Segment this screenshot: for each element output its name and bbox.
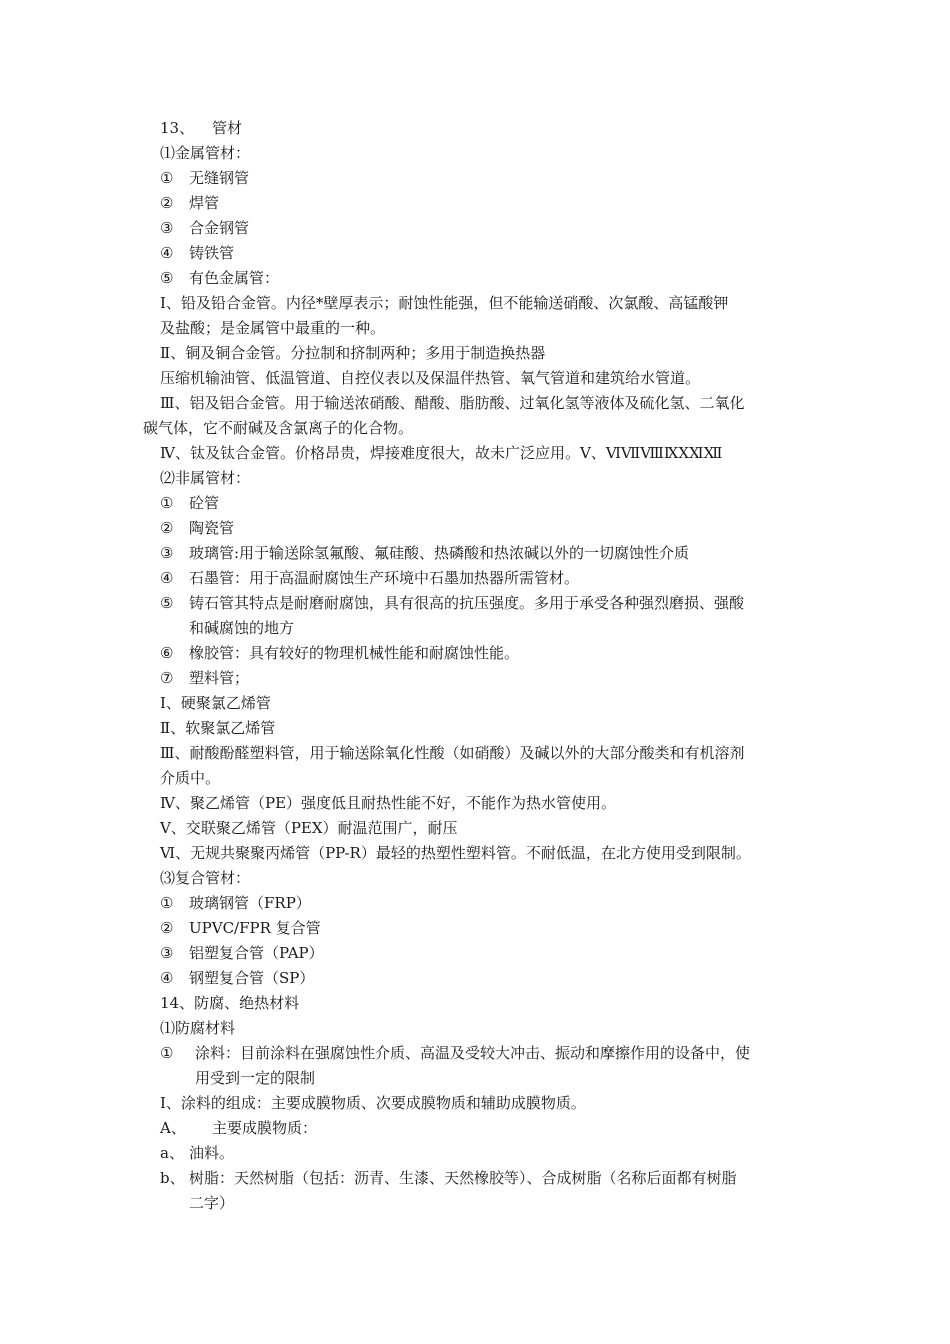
list-text: 橡胶管：具有较好的物理机械性能和耐腐蚀性能。 — [189, 644, 520, 662]
list-item — [160, 491, 219, 516]
list-marker: ③ — [160, 544, 174, 562]
list-item-continuation: 用受到一定的限制 — [195, 1069, 316, 1087]
list-item — [160, 641, 519, 666]
list-item — [160, 1041, 750, 1066]
list-text: 焊管 — [189, 194, 220, 212]
list-text: 钢塑复合管（SP） — [189, 969, 315, 987]
list-item — [160, 191, 219, 216]
list-item — [160, 891, 311, 916]
paragraph-line: Ⅲ、耐酸酚醛塑料管，用于输送除氧化性酸（如硝酸）及碱以外的大部分酸类和有机溶剂 — [160, 744, 745, 762]
list-text: 无缝钢管 — [189, 169, 250, 187]
list-marker: ⑤ — [160, 269, 174, 287]
list-text: 合金钢管 — [189, 219, 250, 237]
list-marker: ③ — [160, 944, 174, 962]
section-number: 13、 — [160, 119, 195, 137]
paragraph-line: Ⅲ、铝及铝合金管。用于输送浓硝酸、醋酸、脂肪酸、过氧化氢等液体及硫化氢、二氧化 — [160, 394, 745, 412]
list-text: 塑料管； — [189, 669, 250, 687]
list-marker: ① — [160, 894, 174, 912]
list-text: 铸石管其特点是耐磨耐腐蚀，具有很高的抗压强度。多用于承受各种强烈磨损、强酸 — [189, 594, 745, 612]
list-item — [160, 1166, 737, 1191]
list-marker: ④ — [160, 569, 174, 587]
list-marker: ③ — [160, 219, 174, 237]
list-marker: ② — [160, 519, 174, 537]
list-marker: A、 — [160, 1119, 186, 1137]
list-item — [160, 241, 234, 266]
subsection-heading: ⑴防腐材料 — [160, 1019, 236, 1037]
list-marker: a、 — [160, 1144, 184, 1162]
list-item — [160, 966, 314, 991]
paragraph-line: Ⅳ、钛及钛合金管。价格昂贵，焊接难度很大，故未广泛应用。Ⅴ、ⅥⅦⅧⅨⅩⅪⅫ — [160, 444, 723, 462]
paragraph-line: Ⅳ、聚乙烯管（PE）强度低且耐热性能不好，不能作为热水管使用。 — [160, 794, 617, 812]
list-text: 砼管 — [189, 494, 220, 512]
list-text: 铝塑复合管（PAP） — [189, 944, 324, 962]
section-title: 管材 — [212, 119, 243, 137]
paragraph-line: Ⅴ、交联聚乙烯管（PEX）耐温范围广，耐压 — [160, 819, 458, 837]
paragraph-line: Ⅰ、硬聚氯乙烯管 — [160, 694, 271, 712]
list-marker: ② — [160, 919, 174, 937]
list-text: 玻璃钢管（FRP） — [189, 894, 311, 912]
list-marker: ⑤ — [160, 594, 174, 612]
list-item — [160, 516, 234, 541]
list-text: 涂料：目前涂料在强腐蚀性介质、高温及受较大冲击、振动和摩擦作用的设备中，使 — [195, 1044, 751, 1062]
list-text: UPVC/FPR 复合管 — [189, 919, 321, 937]
paragraph-line: Ⅱ、铜及铜合金管。分拉制和挤制两种；多用于制造换热器 — [160, 344, 546, 362]
list-item — [160, 566, 579, 591]
paragraph-line: Ⅵ、无规共聚聚丙烯管（PP-R）最轻的热塑性塑料管。不耐低温，在北方使用受到限制。 — [160, 844, 751, 862]
list-item — [160, 941, 324, 966]
list-text: 主要成膜物质： — [212, 1119, 318, 1137]
list-item — [160, 266, 279, 291]
subsection-heading: ⑴金属管材： — [160, 144, 251, 162]
list-text: 有色金属管： — [189, 269, 280, 287]
list-marker: ⑦ — [160, 669, 174, 687]
paragraph-line: 介质中。 — [160, 769, 221, 787]
paragraph-line: Ⅰ、涂料的组成：主要成膜物质、次要成膜物质和辅助成膜物质。 — [160, 1094, 586, 1112]
section-heading — [160, 116, 242, 141]
list-item — [160, 166, 249, 191]
list-item — [160, 591, 744, 616]
list-marker: ② — [160, 194, 174, 212]
list-marker: ④ — [160, 969, 174, 987]
list-text: 石墨管：用于高温耐腐蚀生产环境中石墨加热器所需管材。 — [189, 569, 580, 587]
paragraph-line: 压缩机输油管、低温管道、自控仪表以及保温伴热管、氧气管道和建筑给水管道。 — [160, 369, 701, 387]
list-text: 油料。 — [189, 1144, 235, 1162]
subsection-heading: ⑶复合管材： — [160, 869, 251, 887]
list-item — [160, 216, 249, 241]
paragraph-line: Ⅰ、铅及铅合金管。内径*壁厚表示；耐蚀性能强，但不能输送硝酸、次氯酸、高锰酸钾 — [160, 294, 729, 312]
list-item — [160, 666, 249, 691]
list-item — [160, 1116, 317, 1141]
list-item — [160, 916, 321, 941]
list-item-continuation: 二字） — [189, 1194, 235, 1212]
list-marker: ⑥ — [160, 644, 174, 662]
list-marker: ④ — [160, 244, 174, 262]
subsection-heading: ⑵非属管材： — [160, 469, 251, 487]
list-text: 树脂：天然树脂（包括：沥青、生漆、天然橡胶等）、合成树脂（名称后面都有树脂 — [189, 1169, 737, 1187]
list-marker: ① — [160, 1044, 174, 1062]
list-marker: ① — [160, 494, 174, 512]
list-marker: b、 — [160, 1169, 185, 1187]
list-text: 陶瓷管 — [189, 519, 235, 537]
paragraph-line: 及盐酸；是金属管中最重的一种。 — [160, 319, 386, 337]
list-item — [160, 1141, 234, 1166]
paragraph-line: 碳气体，它不耐碱及含氯离子的化合物。 — [143, 419, 414, 437]
list-text: 铸铁管 — [189, 244, 235, 262]
list-item — [160, 541, 689, 566]
list-marker: ① — [160, 169, 174, 187]
list-text: 玻璃管:用于输送除氢氟酸、氟硅酸、热磷酸和热浓碱以外的一切腐蚀性介质 — [189, 544, 690, 562]
paragraph-line: Ⅱ、软聚氯乙烯管 — [160, 719, 276, 737]
list-item-continuation: 和碱腐蚀的地方 — [189, 619, 295, 637]
section-heading: 14、防腐、绝热材料 — [160, 994, 300, 1012]
